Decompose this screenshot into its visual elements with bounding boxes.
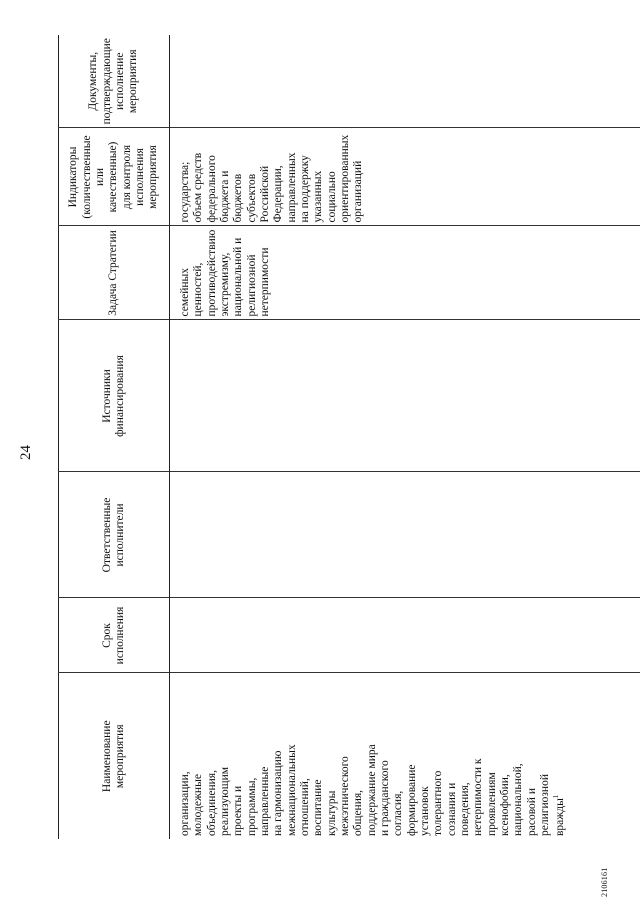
page-number: 24: [18, 445, 34, 460]
cell-deadline: [170, 598, 640, 673]
footnote-mark: 1: [552, 794, 561, 799]
table-row: [170, 35, 640, 839]
cell-indicators: государства; объем средств федерального бюджета и бюджетов субъектов Российской Федерации, направленных на поддержку указанных социально ориентированных организаций: [170, 128, 640, 226]
header-measure-name: Наименование мероприятия: [59, 673, 170, 839]
cell-funding: [170, 320, 640, 472]
cell-documents: [170, 35, 640, 128]
header-executors: Ответственные исполнители: [59, 472, 170, 598]
cell-measure-name: организации, молодежные объединения, реализующим проекты и программы, направленные на гармонизацию межнациональных отношений, воспитание культуры межэтнического общения, поддержание мира и гражданского согласия, формирование установок толерантного сознания и поведения, нетерпимости к проявлениям ксенофобии, национальной, расовой и религиозной вражды$^1$: [170, 673, 640, 839]
cell-strategy-task: семейных ценностей, противодействию экстремизму, национальной и религиозной нетерпимости: [170, 226, 640, 320]
measures-table: [58, 35, 640, 839]
document-code: 2106161: [600, 867, 609, 897]
cell-executors: [170, 472, 640, 598]
header-funding: Источники финансирования: [59, 320, 170, 472]
header-documents: Документы, подтверждающие исполнение мероприятия: [59, 35, 170, 128]
table-header-row: [59, 35, 170, 839]
header-deadline: Срок исполнения: [59, 598, 170, 673]
header-indicators: Индикаторы (количественные или качественные) для контроля исполнения мероприятия: [59, 128, 170, 226]
header-strategy-task: Задача Стратегии: [59, 226, 170, 320]
